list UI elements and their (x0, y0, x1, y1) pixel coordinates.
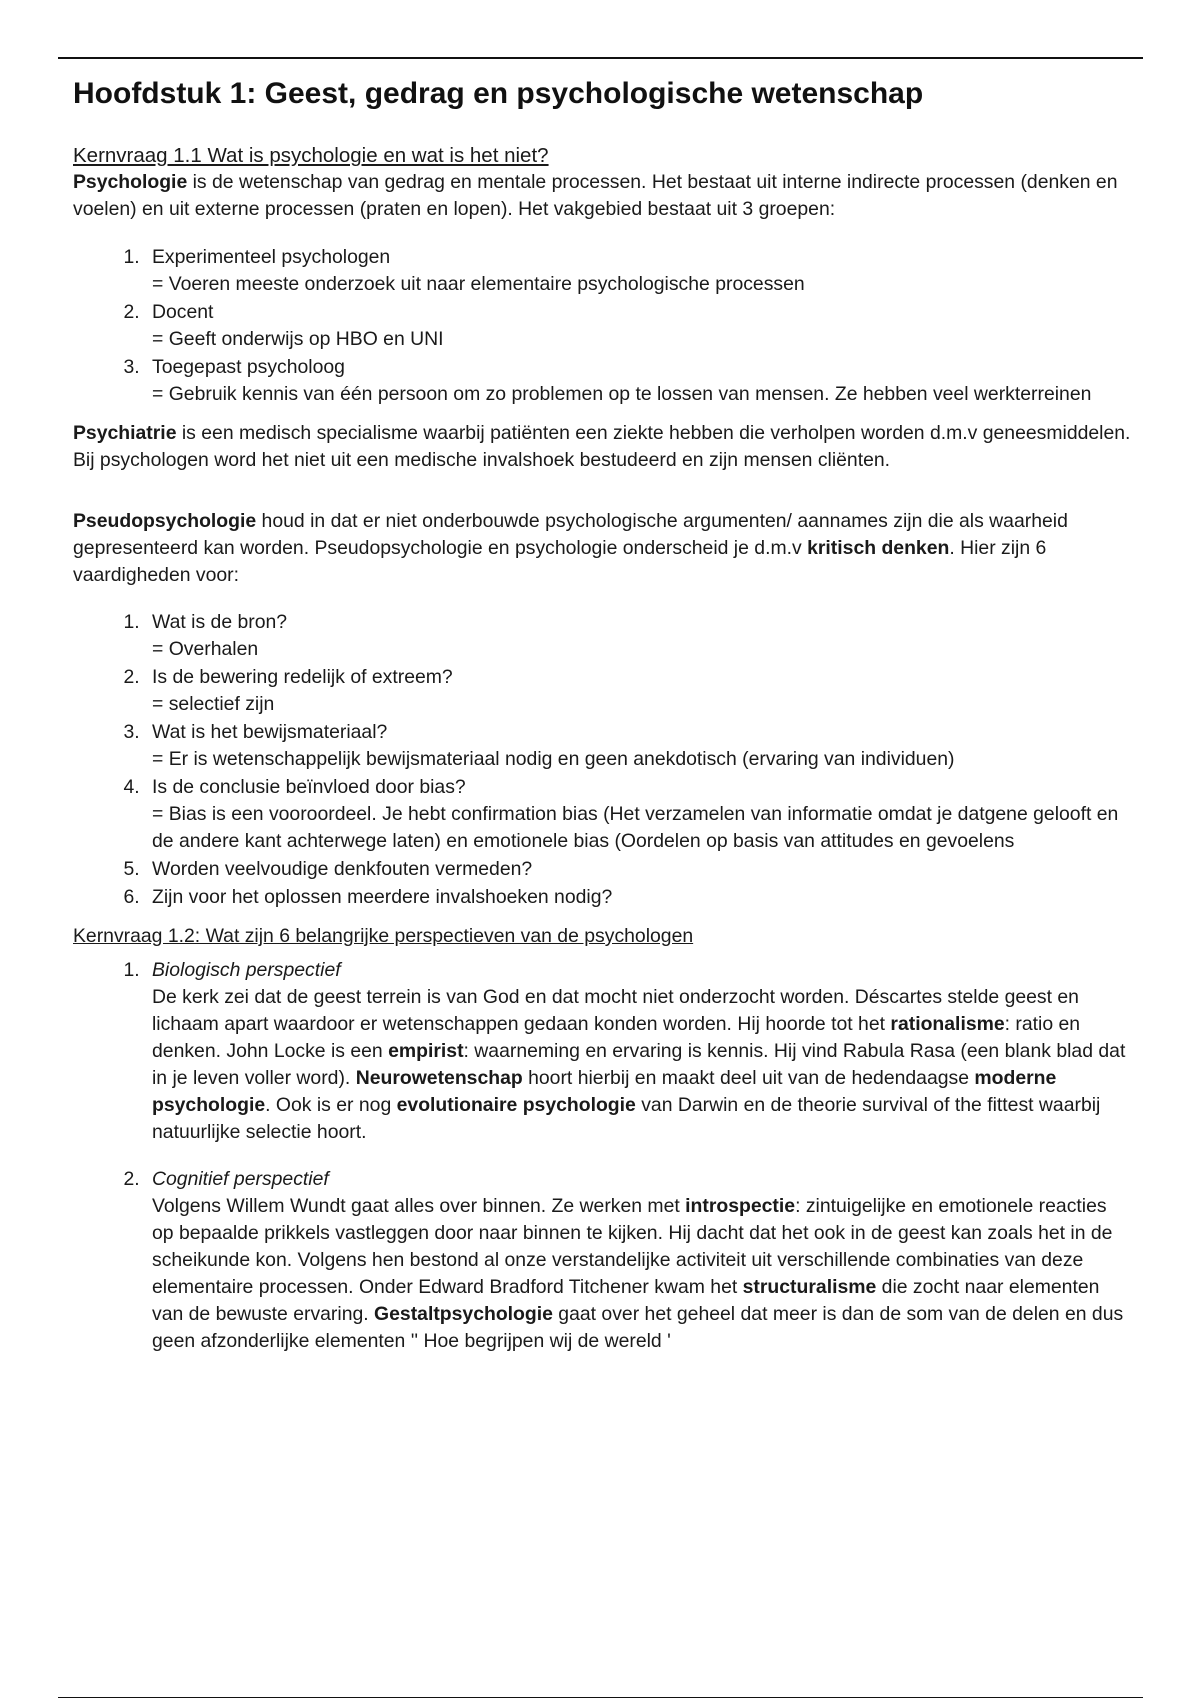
term-pseudopsychologie: Pseudopsychologie (73, 510, 257, 532)
list-item: 4. Is de conclusie beïnvloed door bias? = Bias is een vooroordeel. Je hebt confirmation bias (Het verzamelen van informatie omdat je datgene gelooft en de andere kant achterwege laten) en emotionele bias (Oordelen op basis van attitudes en gevoelens (145, 774, 1133, 855)
groepen-list (73, 244, 1133, 408)
psychologie-paragraph: Psychologie is de wetenschap van gedrag en mentale processen. Het bestaat uit interne indirecte processen (denken en voelen) en uit externe processen (praten en lopen). Het vakgebied bestaat uit 3 groepen: (73, 171, 1118, 220)
list-item: 3. Wat is het bewijsmateriaal? = Er is wetenschappelijk bewijsmateriaal nodig en geen anekdotisch (ervaring van individuen) (145, 719, 1133, 773)
list-item: 3. Toegepast psycholoog = Gebruik kennis van één persoon om zo problemen op te lossen van mensen. Ze hebben veel werkterreinen (145, 354, 1133, 408)
document-page (73, 70, 1133, 1375)
perspectief-title: 2. Cognitief perspectief (152, 1168, 329, 1190)
term-psychologie: Psychologie (73, 171, 188, 193)
kernvraag-2-heading: Kernvraag 1.2: Wat zijn 6 belangrijke perspectieven van de psychologen (73, 925, 694, 947)
perspectief-title: 1. Biologisch perspectief (152, 959, 341, 981)
term-kritisch-denken: kritisch denken (807, 537, 950, 559)
psychiatrie-paragraph: Psychiatrie is een medisch specialisme waarbij patiënten een ziekte hebben die verholpen worden d.m.v geneesmiddelen. Bij psychologen word het niet uit een medische invalshoek bestudeerd en zijn mensen cliënten. (73, 422, 1131, 471)
vaardigheden-list (73, 609, 1133, 911)
kernvraag-1-heading: Kernvraag 1.1 Wat is psychologie en wat is het niet? (73, 144, 549, 167)
list-item: 1. Biologisch perspectief De kerk zei dat de geest terrein is van God en dat mocht niet onderzocht worden. Déscartes stelde geest en lichaam apart waardoor er wetenschappen gedaan konden worden. Hij hoorde tot het rationalisme: ratio en denken. John Locke is een empirist: waarneming en ervaring is kennis. Hij vind Rabula Rasa (een blank blad dat in je leven voller word). Neurowetenschap hoort hierbij en maakt deel uit van de hedendaagse moderne psychologie. Ook is er nog evolutionaire psychologie van Darwin en de theorie survival of the fittest waarbij natuurlijke selectie hoort. (145, 957, 1133, 1146)
list-item: 2. Docent = Geeft onderwijs op HBO en UNI (145, 299, 1133, 353)
perspectieven-list (73, 957, 1133, 1355)
list-item: 6. Zijn voor het oplossen meerdere invalshoeken nodig? (145, 884, 1133, 911)
list-item: 5. Worden veelvoudige denkfouten vermeden? (145, 856, 1133, 883)
list-item: 1. Experimenteel psychologen = Voeren meeste onderzoek uit naar elementaire psychologische processen (145, 244, 1133, 298)
list-item: 1. Wat is de bron? = Overhalen (145, 609, 1133, 663)
pseudopsychologie-paragraph: Pseudopsychologie houd in dat er niet onderbouwde psychologische argumenten/ aannames zijn die als waarheid gepresenteerd kan worden. Pseudopsychologie en psychologie onderscheid je d.m.v kritisch denken. Hier zijn 6 vaardigheden voor: (73, 510, 1068, 586)
list-item: 2. Is de bewering redelijk of extreem? = selectief zijn (145, 664, 1133, 718)
chapter-title: Hoofdstuk 1: Geest, gedrag en psychologische wetenschap (73, 77, 924, 110)
list-item: 2. Cognitief perspectief Volgens Willem Wundt gaat alles over binnen. Ze werken met introspectie: zintuigelijke en emotionele reacties op bepaalde prikkels vastleggen door naar binnen te kijken. Hij dacht dat het ook in de geest kan zoals het in de scheikunde kon. Volgens hen bestond al onze verstandelijke activiteit uit verschillende combinaties van deze elementaire processen. Onder Edward Bradford Titchener kwam het structuralisme die zocht naar elementen van de bewuste ervaring. Gestaltpsychologie gaat over het geheel dat meer is dan de som van de delen en dus geen afzonderlijke elementen '' Hoe begrijpen wij de wereld ' (145, 1166, 1133, 1355)
bottom-rule (58, 1697, 1143, 1698)
term-psychiatrie: Psychiatrie (73, 422, 177, 444)
top-rule (58, 57, 1143, 59)
